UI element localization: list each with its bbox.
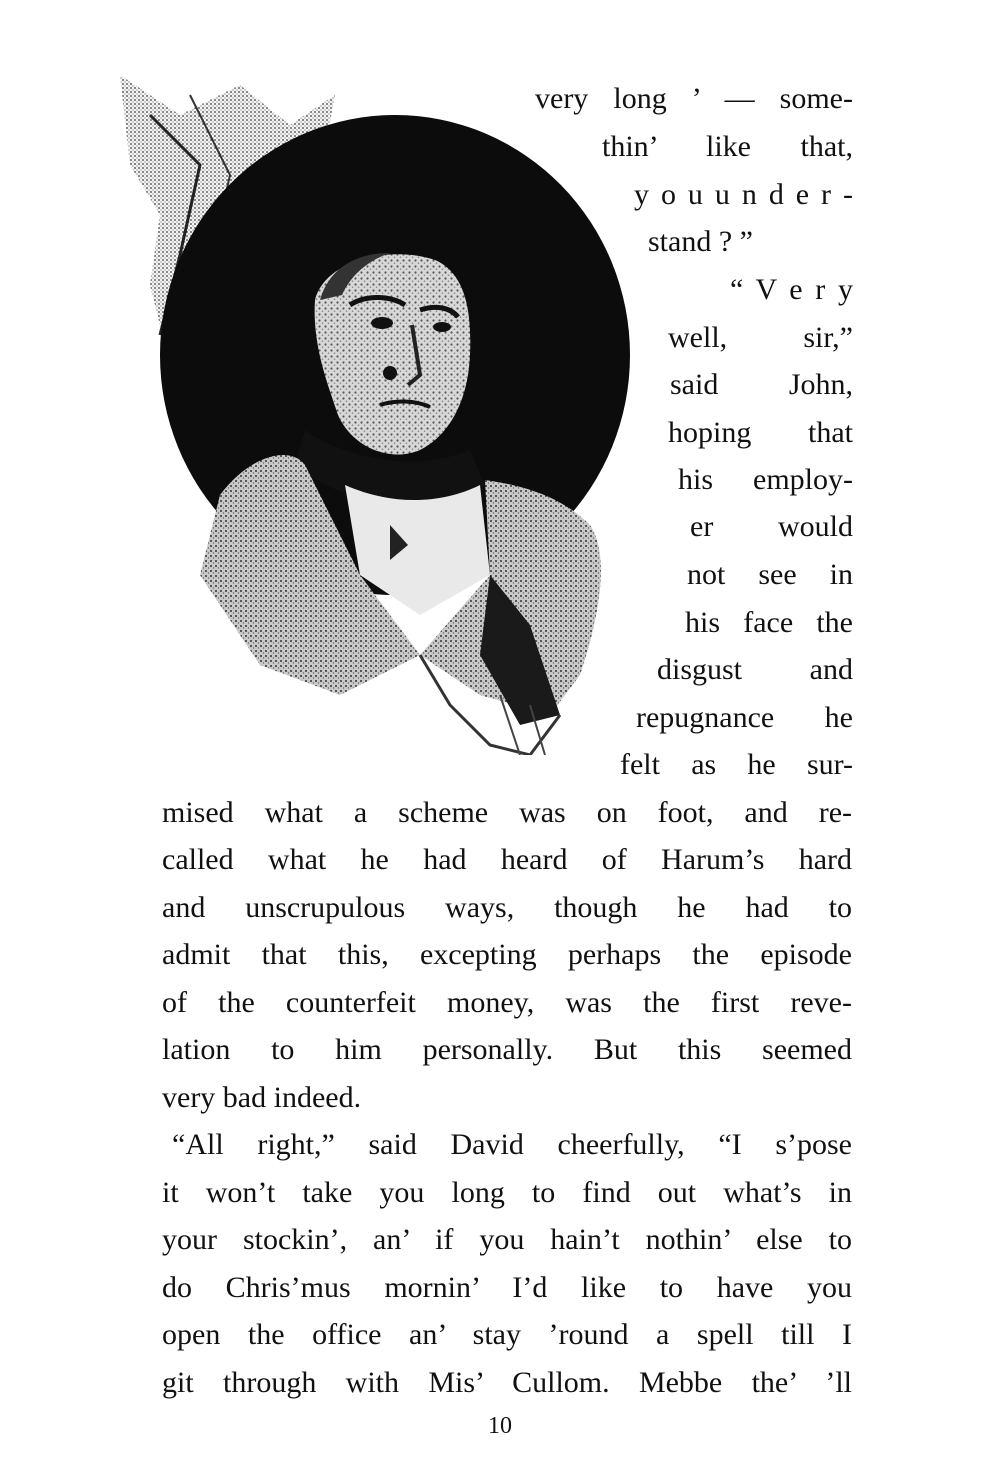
text-line: felt as he sur- (620, 748, 853, 781)
text-line: er would (690, 510, 853, 543)
text-line: y o u u n d e r - (634, 178, 853, 211)
text-line: admit that this, excepting perhaps the episode (162, 938, 852, 971)
text-line: thin’ like that, (602, 130, 853, 163)
text-line: disgust and (657, 653, 853, 686)
text-line: called what he had heard of Harum’s hard (162, 843, 852, 876)
text-line: “All right,” said David cheerfully, “I s’pose (172, 1128, 852, 1161)
text-line: very bad indeed. (162, 1081, 362, 1114)
text-line: his face the (685, 606, 853, 639)
text-line: stand ? ” (648, 225, 753, 258)
text-line: not see in (687, 558, 853, 591)
text-line: “ V e r y (730, 273, 853, 306)
text-line: well, sir,” (668, 321, 853, 354)
portrait-illustration (90, 55, 650, 755)
page-number: 10 (488, 1413, 512, 1439)
text-line: do Chris’mus mornin’ I’d like to have you (162, 1271, 852, 1304)
text-line: repugnance he (636, 701, 853, 734)
text-line: your stockin’, an’ if you hain’t nothin’ else to (162, 1223, 852, 1256)
text-line: very long ’ — some- (535, 82, 853, 115)
text-line: and unscrupulous ways, though he had to (162, 891, 852, 924)
text-line: of the counterfeit money, was the first reve- (162, 986, 852, 1019)
text-line: lation to him personally. But this seemed (162, 1033, 852, 1066)
text-line: git through with Mis’ Cullom. Mebbe the’ ’ll (162, 1366, 852, 1399)
text-line: mised what a scheme was on foot, and re- (162, 796, 852, 829)
text-line: it won’t take you long to find out what’s in (162, 1176, 852, 1209)
text-line: his employ- (678, 463, 853, 496)
text-line: open the office an’ stay ’round a spell till I (162, 1318, 852, 1351)
text-line: hoping that (668, 416, 853, 449)
text-line: said John, (670, 368, 853, 401)
